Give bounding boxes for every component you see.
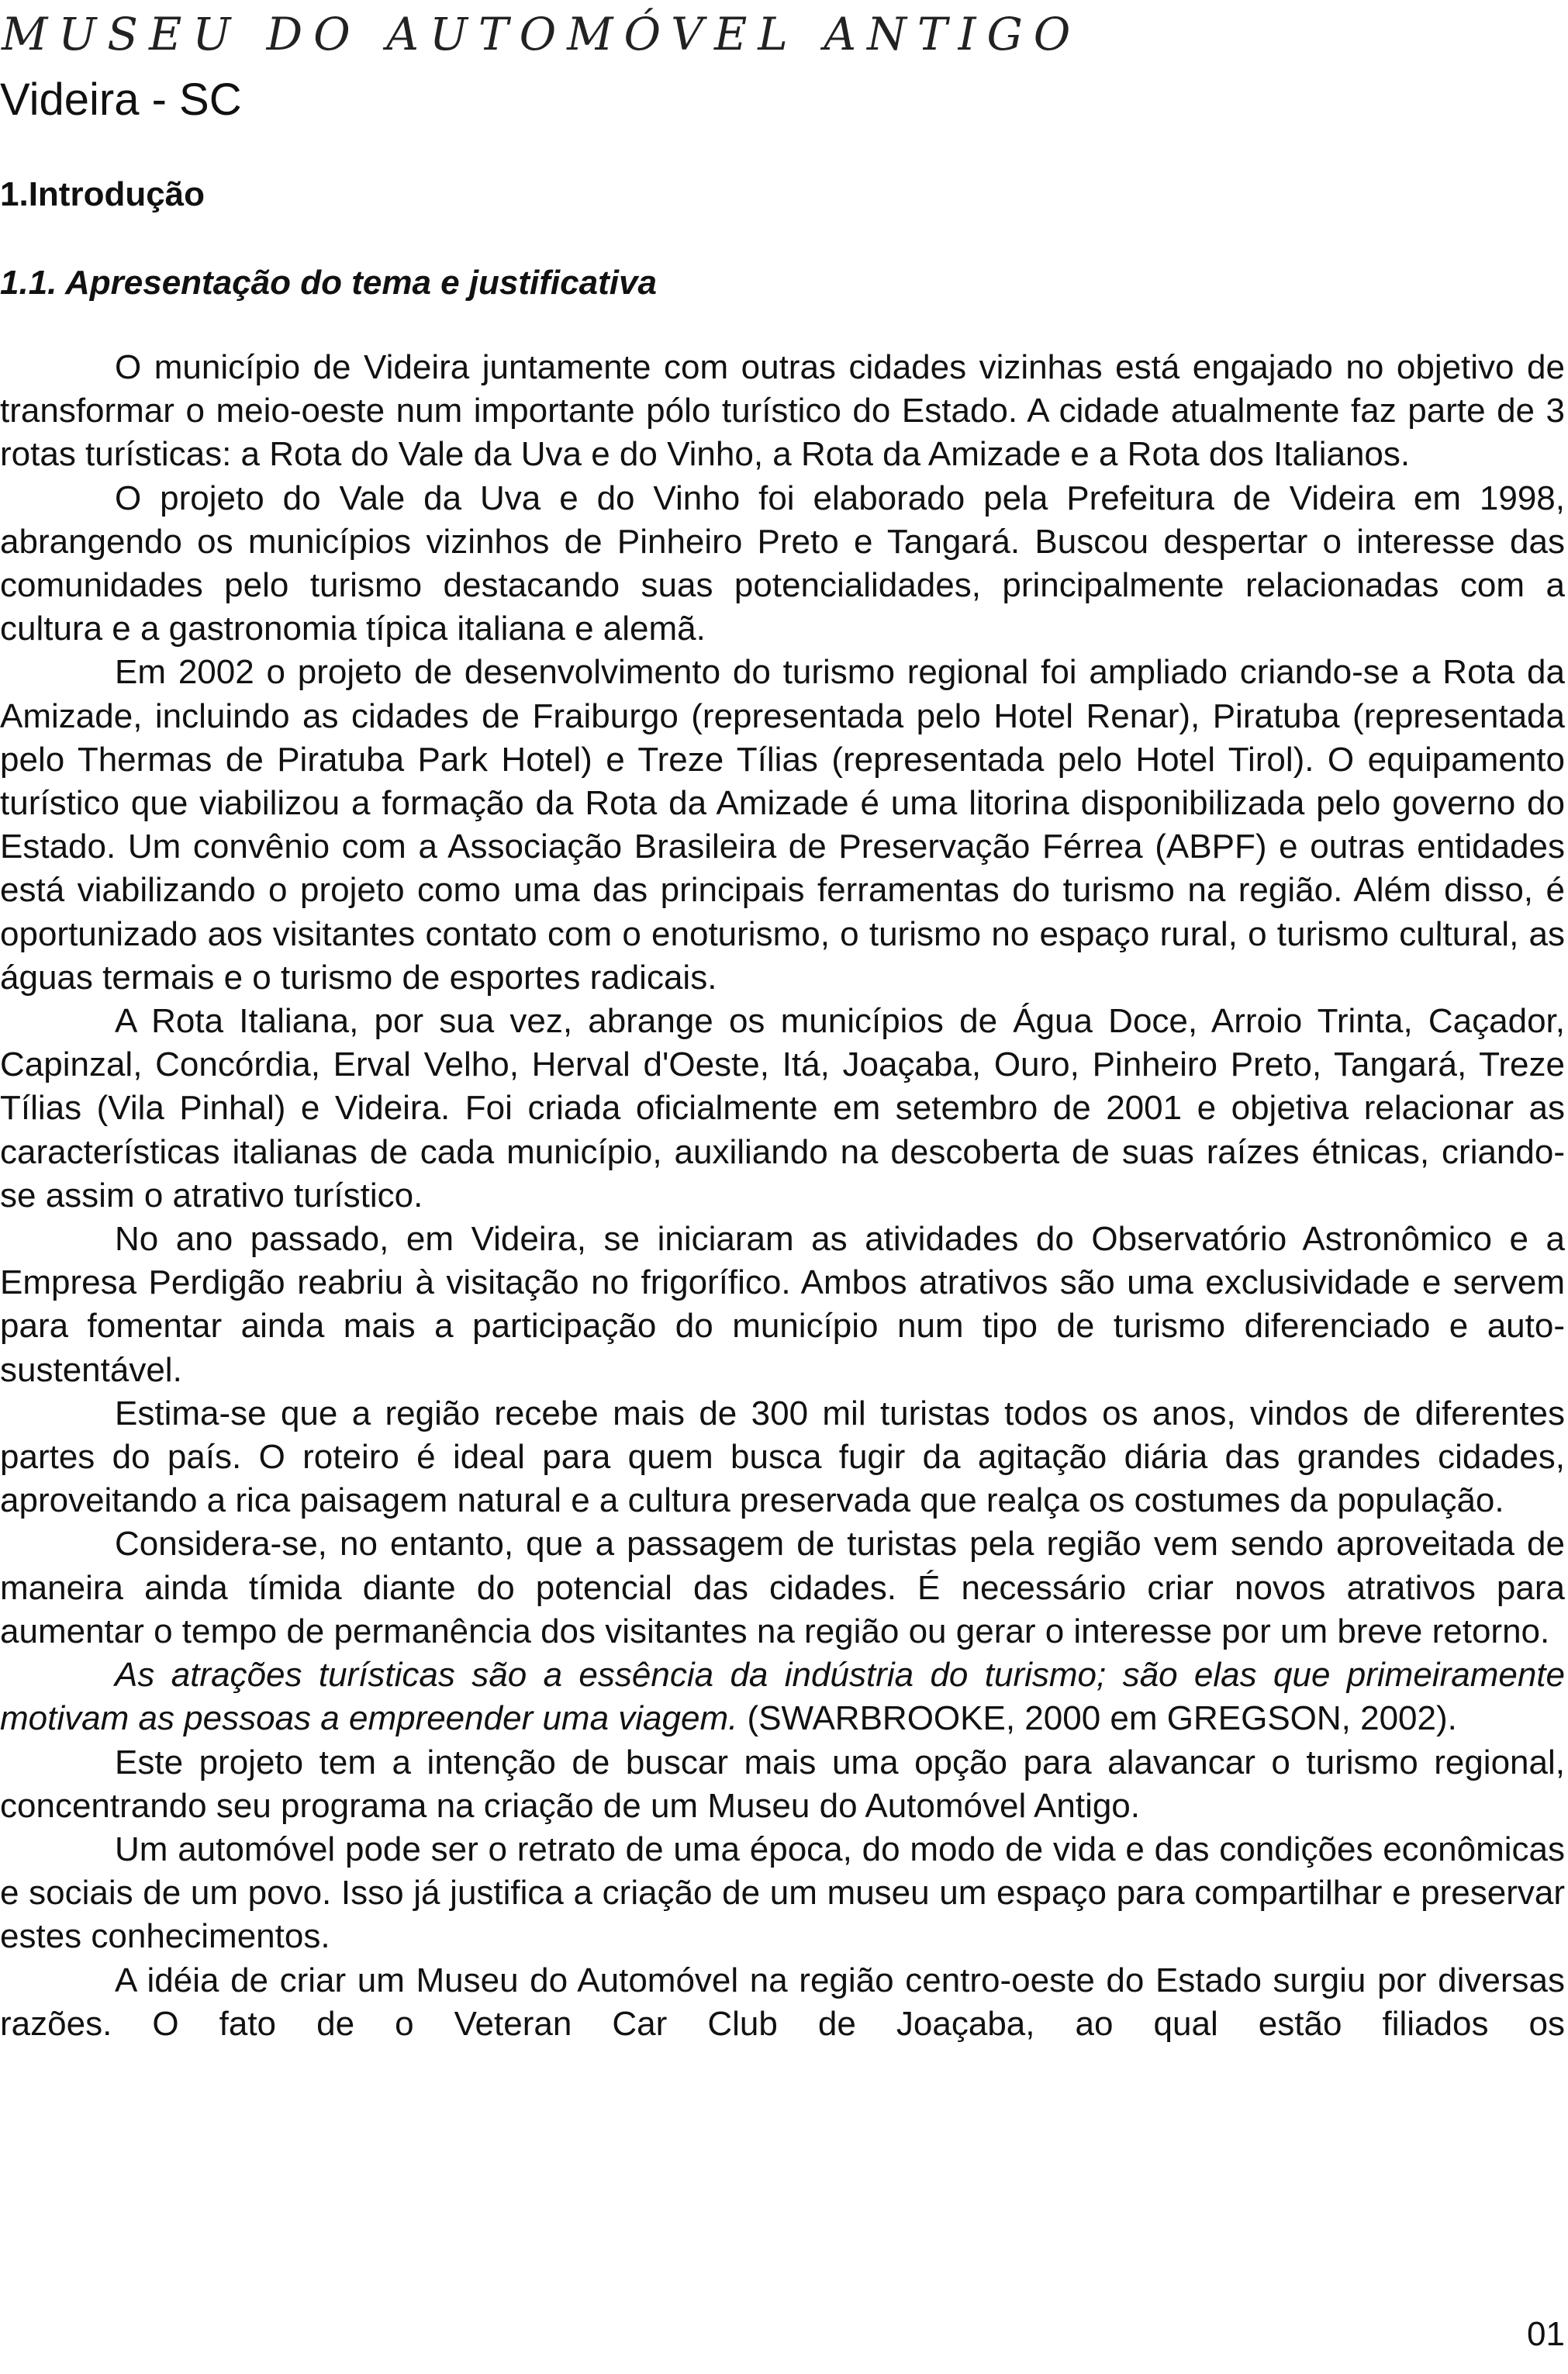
paragraph: Em 2002 o projeto de desenvolvimento do turismo regional foi ampliado criando-se a Rota da Amizade, incluindo as cidades de Fraiburgo (representada pelo Hotel Renar), Piratuba (representada pelo Thermas de Piratuba Park Hotel) e Treze Tílias (representada pelo Hotel Tirol). O equipamento turístico que viabilizou a formação da Rota da Amizade é uma litorina disponibilizada pelo governo do Estado. Um convênio com a Associação Brasileira de Preservação Férrea (ABPF) e outras entidades está viabilizando o projeto como uma das principais ferramentas do turismo na região. Além disso, é oportunizado aos visitantes contato com o enoturismo, o turismo no espaço rural, o turismo cultural, as águas termais e o turismo de esportes radicais. [0,653,1565,997]
body-text [0,346,1565,2046]
paragraph: Um automóvel pode ser o retrato de uma época, do modo de vida e das condições econômicas e sociais de um povo. Isso já justifica a criação de um museu um espaço para compartilhar e preservar estes conhecimentos. [0,1830,1565,1956]
paragraph: O município de Videira juntamente com outras cidades vizinhas está engajado no objetivo de transformar o meio-oeste num importante pólo turístico do Estado. A cidade atualmente faz parte de 3 rotas turísticas: a Rota do Vale da Uva e do Vinho, a Rota da Amizade e a Rota dos Italianos. [0,348,1565,474]
quote-text: As atrações turísticas são a essência da indústria do turismo; são elas que primeiramente motivam as pessoas a empreender uma viagem. [0,1656,1565,1738]
document-subtitle: Videira - SC [0,74,242,125]
section-heading: 1.Introdução [0,175,205,213]
paragraph: Considera-se, no entanto, que a passagem de turistas pela região vem sendo aproveitada de maneira ainda tímida diante do potencial das cidades. É necessário criar novos atrativos para aumentar o tempo de permanência dos visitantes na região ou gerar o interesse por um breve retorno. [0,1525,1565,1650]
quote-citation: (SWARBROOKE, 2000 em GREGSON, 2002). [737,1699,1457,1738]
document-title: MUSEU DO AUTOMÓVEL ANTIGO [2,8,1082,60]
paragraph: Este projeto tem a intenção de buscar mais uma opção para alavancar o turismo regional, concentrando seu programa na criação de um Museu do Automóvel Antigo. [0,1743,1565,1825]
paragraph: A Rota Italiana, por sua vez, abrange os municípios de Água Doce, Arroio Trinta, Caçador, Capinzal, Concórdia, Erval Velho, Herval d'Oeste, Itá, Joaçaba, Ouro, Pinheiro Preto, Tangará, Treze Tílias (Vila Pinhal) e Videira. Foi criada oficialmente em setembro de 2001 e objetiva relacionar as características italianas de cada município, auxiliando na descoberta de suas raízes étnicas, criando-se assim o atrativo turístico. [0,1002,1565,1215]
paragraph: Estima-se que a região recebe mais de 300 mil turistas todos os anos, vindos de diferentes partes do país. O roteiro é ideal para quem busca fugir da agitação diária das grandes cidades, aproveitando a rica paisagem natural e a cultura preservada que realça os costumes da população. [0,1394,1565,1520]
paragraph: No ano passado, em Videira, se iniciaram as atividades do Observatório Astronômico e a Empresa Perdigão reabriu à visitação no frigorífico. Ambos atrativos são uma exclusividade e servem para fomentar ainda mais a participação do município num tipo de turismo diferenciado e auto-sustentável. [0,1220,1565,1389]
subsection-heading: 1.1. Apresentação do tema e justificativa [0,264,657,302]
page-number: 01 [1527,2315,1565,2353]
paragraph: O projeto do Vale da Uva e do Vinho foi elaborado pela Prefeitura de Videira em 1998, abrangendo os municípios vizinhos de Pinheiro Preto e Tangará. Buscou despertar o interesse das comunidades pelo turismo destacando suas potencialidades, principalmente relacionadas com a cultura e a gastronomia típica italiana e alemã. [0,479,1565,648]
paragraph: A idéia de criar um Museu do Automóvel na região centro-oeste do Estado surgiu por diversas razões. O fato de o Veteran Car Club de Joaçaba, ao qual estão filiados os [0,1961,1565,2043]
quote-paragraph [0,1654,1565,1740]
